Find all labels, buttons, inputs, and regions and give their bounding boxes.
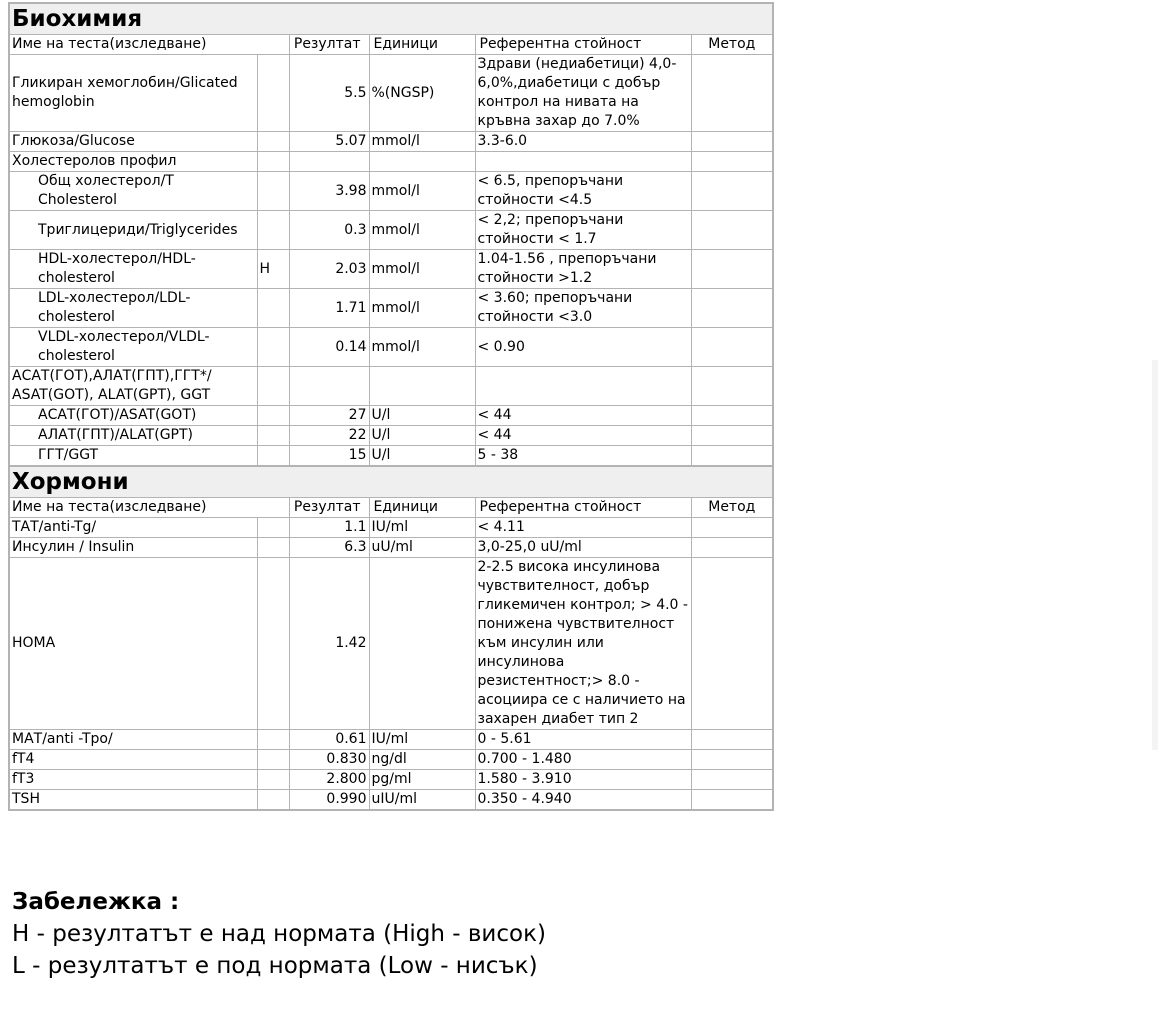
reference-range: [475, 132, 691, 152]
flag: [257, 55, 289, 132]
test-name-text: Глюкоза/Glucose: [12, 133, 135, 149]
header-method: Метод: [691, 498, 773, 518]
test-name-text: АСАТ(ГОТ),АЛАТ(ГПТ),ГГТ*/ ASAT(GOT), ALAT(GPT), GGT: [12, 368, 212, 403]
flag-text: H: [259, 260, 271, 277]
test-name-text: fT3: [12, 771, 35, 787]
result-value: [289, 730, 369, 750]
footnote: [12, 886, 546, 982]
table-row: [9, 289, 773, 328]
reference-range: [475, 406, 691, 426]
header-test-name: Име на теста(изследване): [9, 35, 289, 55]
header-reference: Референтна стойност: [475, 498, 691, 518]
test-name: [9, 367, 257, 406]
reference-range: [475, 426, 691, 446]
unit: [369, 250, 475, 289]
table-row: [9, 730, 773, 750]
table-row: [9, 790, 773, 811]
result-value: [289, 289, 369, 328]
result-value-text: 0.61: [335, 731, 367, 747]
result-value: [289, 132, 369, 152]
header-units: Единици: [369, 35, 475, 55]
test-name: [9, 790, 257, 811]
unit-text: mmol/l: [371, 299, 420, 316]
flag: [257, 750, 289, 770]
method: [691, 770, 773, 790]
flag: [257, 250, 289, 289]
reference-range: [475, 55, 691, 132]
test-name: [9, 55, 257, 132]
method: [691, 426, 773, 446]
reference-range: [475, 730, 691, 750]
table-row: [9, 518, 773, 538]
result-value: [289, 406, 369, 426]
unit: [369, 367, 475, 406]
method: [691, 328, 773, 367]
lab-report: [8, 2, 772, 811]
result-value-text: 27: [348, 407, 367, 423]
reference-range-text: 0.700 - 1.480: [477, 751, 572, 767]
biochemistry-table: [8, 2, 774, 467]
result-value: [289, 446, 369, 467]
test-name: [9, 446, 257, 467]
unit: [369, 770, 475, 790]
test-name-text: АЛАТ(ГПТ)/ALAT(GPT): [38, 427, 193, 443]
header-units: Единици: [369, 498, 475, 518]
flag: [257, 211, 289, 250]
method: [691, 152, 773, 172]
unit: [369, 152, 475, 172]
section-title: Хормони: [9, 466, 773, 498]
unit-text: ng/dl: [371, 751, 407, 767]
flag: [257, 172, 289, 211]
unit: [369, 518, 475, 538]
test-name: [9, 152, 257, 172]
flag: [257, 518, 289, 538]
unit-text: uIU/ml: [371, 791, 417, 807]
test-name-text: ГГТ/GGT: [38, 447, 99, 463]
test-name: [9, 770, 257, 790]
table-row: [9, 328, 773, 367]
reference-range: [475, 172, 691, 211]
flag: [257, 770, 289, 790]
unit-text: mmol/l: [371, 338, 420, 355]
test-name: [9, 132, 257, 152]
table-row: [9, 406, 773, 426]
unit-text: mmol/l: [371, 133, 420, 149]
method: [691, 406, 773, 426]
reference-range-text: < 6.5, препоръчани стойности <4.5: [477, 173, 624, 208]
table-row: [9, 211, 773, 250]
unit: [369, 211, 475, 250]
column-header-row: [9, 35, 773, 55]
test-name-text: АСАТ(ГОТ)/ASAT(GOT): [38, 407, 197, 423]
test-name-text: fT4: [12, 751, 35, 767]
test-name: [9, 289, 257, 328]
reference-range-text: Здрави (недиабетици) 4,0-6,0%,диабетици с добър контрол на нивата на кръвна захар до 7.0%: [477, 56, 677, 129]
unit-text: pg/ml: [371, 771, 412, 787]
table-row: [9, 750, 773, 770]
flag: [257, 132, 289, 152]
result-value-text: 1.1: [344, 519, 367, 535]
page-edge-shadow: [1152, 360, 1158, 750]
test-name-text: Инсулин / Insulin: [12, 539, 135, 555]
result-value-text: 22: [348, 427, 367, 443]
test-name: [9, 558, 257, 730]
reference-range: [475, 750, 691, 770]
test-name: [9, 426, 257, 446]
unit-text: mmol/l: [371, 221, 420, 238]
test-name: [9, 538, 257, 558]
unit: [369, 328, 475, 367]
reference-range-text: 3,0-25,0 uU/ml: [477, 539, 582, 555]
result-value: [289, 518, 369, 538]
result-value-text: 2.03: [335, 260, 367, 277]
result-value-text: 0.990: [326, 791, 367, 807]
table-row: [9, 250, 773, 289]
test-name-text: ТАТ/anti-Tg/: [12, 519, 97, 535]
table-row: [9, 172, 773, 211]
unit: [369, 55, 475, 132]
section-title-row: [9, 466, 773, 498]
table-row: [9, 426, 773, 446]
result-value: [289, 558, 369, 730]
reference-range: [475, 446, 691, 467]
test-name-text: VLDL-холестерол/VLDL-cholesterol: [38, 329, 210, 364]
result-value: [289, 750, 369, 770]
result-value: [289, 367, 369, 406]
flag: [257, 730, 289, 750]
table-row: [9, 770, 773, 790]
method: [691, 538, 773, 558]
unit: [369, 132, 475, 152]
result-value-text: 1.71: [335, 299, 367, 316]
table-row: [9, 538, 773, 558]
test-name: [9, 250, 257, 289]
section-title: Биохимия: [9, 3, 773, 35]
reference-range-text: < 3.60; препоръчани стойности <3.0: [477, 290, 633, 325]
reference-range: [475, 250, 691, 289]
reference-range-text: 5 - 38: [477, 447, 519, 463]
method: [691, 367, 773, 406]
table-row: [9, 152, 773, 172]
unit: [369, 172, 475, 211]
result-value: [289, 426, 369, 446]
footnote-low: L - резултатът е под нормата (Low - нисък): [12, 953, 538, 979]
result-value-text: 5.5: [344, 84, 367, 101]
method: [691, 790, 773, 811]
column-header-row: [9, 498, 773, 518]
method: [691, 446, 773, 467]
test-name: [9, 750, 257, 770]
result-value-text: 6.3: [344, 539, 367, 555]
reference-range-text: 3.3-6.0: [477, 133, 528, 149]
test-name-text: Холестеролов профил: [12, 153, 177, 169]
unit: [369, 538, 475, 558]
test-name-text: HOMA: [12, 635, 56, 651]
reference-range-text: < 44: [477, 427, 512, 443]
header-method: Метод: [691, 35, 773, 55]
result-value-text: 0.14: [335, 338, 367, 355]
table-row: [9, 367, 773, 406]
test-name-text: TSH: [12, 791, 40, 807]
footnote-high: H - резултатът е над нормата (High - висок): [12, 921, 546, 947]
flag: [257, 446, 289, 467]
table-row: [9, 558, 773, 730]
test-name: [9, 730, 257, 750]
reference-range-text: 0 - 5.61: [477, 731, 532, 747]
header-result: Резултат: [289, 498, 369, 518]
result-value: [289, 538, 369, 558]
unit: [369, 750, 475, 770]
unit: [369, 446, 475, 467]
result-value-text: 15: [348, 447, 367, 463]
result-value: [289, 55, 369, 132]
unit: [369, 730, 475, 750]
table-row: [9, 132, 773, 152]
result-value: [289, 790, 369, 811]
method: [691, 132, 773, 152]
unit-text: U/l: [371, 427, 391, 443]
result-value-text: 2.800: [326, 771, 367, 787]
unit-text: IU/ml: [371, 519, 409, 535]
flag: [257, 152, 289, 172]
unit-text: U/l: [371, 447, 391, 463]
unit-text: uU/ml: [371, 539, 413, 555]
unit: [369, 558, 475, 730]
unit: [369, 289, 475, 328]
reference-range-text: < 44: [477, 407, 512, 423]
method: [691, 730, 773, 750]
footnote-title: Забележка :: [12, 889, 180, 915]
flag: [257, 328, 289, 367]
result-value: [289, 328, 369, 367]
flag: [257, 790, 289, 811]
reference-range: [475, 211, 691, 250]
header-reference: Референтна стойност: [475, 35, 691, 55]
test-name: [9, 211, 257, 250]
reference-range: [475, 790, 691, 811]
unit-text: mmol/l: [371, 182, 420, 199]
result-value-text: 5.07: [335, 133, 367, 149]
test-name-text: LDL-холестерол/LDL-cholesterol: [38, 290, 191, 325]
reference-range: [475, 538, 691, 558]
method: [691, 211, 773, 250]
unit: [369, 790, 475, 811]
result-value-text: 0.830: [326, 751, 367, 767]
flag: [257, 538, 289, 558]
flag: [257, 558, 289, 730]
result-value-text: 3.98: [335, 182, 367, 199]
flag: [257, 367, 289, 406]
test-name-text: Гликиран хемоглобин/Glicated hemoglobin: [12, 75, 238, 110]
test-name: [9, 406, 257, 426]
reference-range: [475, 558, 691, 730]
reference-range-text: < 0.90: [477, 338, 525, 355]
unit-text: IU/ml: [371, 731, 409, 747]
method: [691, 518, 773, 538]
result-value: [289, 172, 369, 211]
test-name: [9, 328, 257, 367]
header-result: Резултат: [289, 35, 369, 55]
test-name: [9, 172, 257, 211]
test-name-text: Общ холестерол/T Cholesterol: [38, 173, 174, 208]
unit-text: %(NGSP): [371, 84, 435, 101]
result-value: [289, 770, 369, 790]
reference-range: [475, 152, 691, 172]
reference-range: [475, 518, 691, 538]
reference-range-text: 1.04-1.56 , препоръчани стойности >1.2: [477, 251, 657, 286]
reference-range-text: 2-2.5 висока инсулинова чувствителност, добър гликемичен контрол; > 4.0 - понижена чувствителност към инсулин или инсулинова резистентност;> 8.0 - асоциира се с наличието на захарен диабет тип 2: [477, 559, 688, 727]
method: [691, 250, 773, 289]
unit-text: U/l: [371, 407, 391, 423]
reference-range: [475, 770, 691, 790]
method: [691, 750, 773, 770]
reference-range: [475, 289, 691, 328]
table-row: [9, 55, 773, 132]
hormones-table: [8, 465, 774, 811]
method: [691, 558, 773, 730]
reference-range-text: < 2,2; препоръчани стойности < 1.7: [477, 212, 624, 247]
unit: [369, 406, 475, 426]
result-value: [289, 250, 369, 289]
flag: [257, 426, 289, 446]
method: [691, 289, 773, 328]
result-value-text: 0.3: [344, 221, 367, 238]
flag: [257, 289, 289, 328]
result-value: [289, 152, 369, 172]
reference-range: [475, 328, 691, 367]
table-row: [9, 446, 773, 467]
result-value-text: 1.42: [335, 635, 367, 651]
unit-text: mmol/l: [371, 260, 420, 277]
method: [691, 55, 773, 132]
section-title-row: [9, 3, 773, 35]
header-test-name: Име на теста(изследване): [9, 498, 289, 518]
flag: [257, 406, 289, 426]
test-name-text: HDL-холестерол/HDL-cholesterol: [38, 251, 196, 286]
test-name-text: Триглицериди/Triglycerides: [38, 221, 238, 238]
reference-range-text: < 4.11: [477, 519, 525, 535]
reference-range-text: 0.350 - 4.940: [477, 791, 572, 807]
result-value: [289, 211, 369, 250]
method: [691, 172, 773, 211]
test-name-text: МАТ/anti -Tpo/: [12, 731, 113, 747]
unit: [369, 426, 475, 446]
test-name: [9, 518, 257, 538]
reference-range-text: 1.580 - 3.910: [477, 771, 572, 787]
reference-range: [475, 367, 691, 406]
